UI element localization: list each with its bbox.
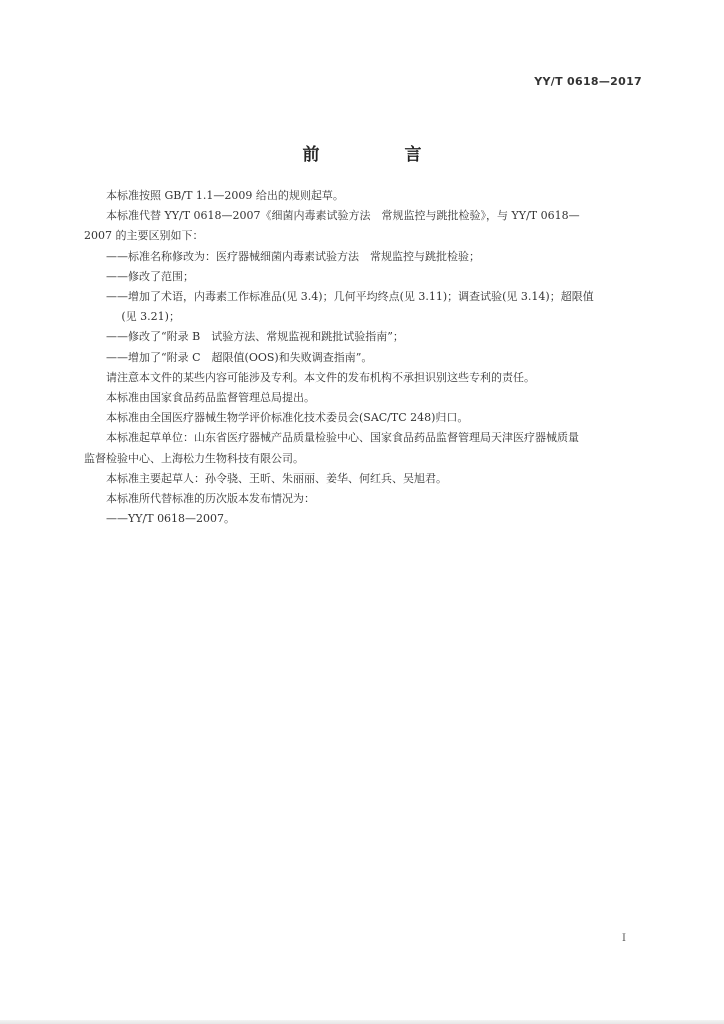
change-item-terms-line1: ——增加了术语，内毒素工作标准品(见 3.4)；几何平均终点(见 3.11)；调查试验(见 3.14)；超限值 <box>106 290 594 304</box>
change-item-title: ——标准名称修改为：医疗器械细菌内毒素试验方法 常规监控与跳批检验； <box>106 249 480 263</box>
history-item-2007: ——YY/T 0618—2007。 <box>106 512 236 526</box>
paragraph-patent-notice: 请注意本文件的某些内容可能涉及专利。本文件的发布机构不承担识别这些专利的责任。 <box>106 370 535 384</box>
paragraph-drafting-rules: 本标准按照 GB/T 1.1—2009 给出的规则起草。 <box>106 189 344 202</box>
paragraph-replacement-line1: 本标准代替 YY/T 0618—2007《细菌内毒素试验方法 常规监控与跳批检验》，与 YY/T 0618— <box>106 209 580 223</box>
change-item-scope: ——修改了范围； <box>106 269 194 283</box>
foreword-body <box>84 186 642 529</box>
page-title: 前 言 <box>302 145 456 165</box>
paragraph-drafting-units-line1: 本标准起草单位：山东省医疗器械产品质量检验中心、国家食品药品监督管理局天津医疗器械质量 <box>106 431 579 445</box>
paragraph-drafters: 本标准主要起草人：孙令骁、王昕、朱丽丽、姜华、何红兵、吴旭君。 <box>106 471 447 485</box>
paragraph-replacement-line2: 2007 的主要区别如下： <box>84 229 204 243</box>
standard-code: YY/T 0618—2017 <box>534 75 642 88</box>
change-item-annex-c: ——增加了“附录 C 超限值(OOS)和失败调查指南”。 <box>106 350 373 364</box>
page-bottom-edge <box>0 1020 724 1024</box>
change-item-terms-line2: (见 3.21)； <box>121 310 180 324</box>
paragraph-history: 本标准所代替标准的历次版本发布情况为： <box>106 492 315 506</box>
change-item-annex-b: ——修改了“附录 B 试验方法、常规监视和跳批试验指南”； <box>106 330 404 344</box>
page-number: I <box>622 933 626 944</box>
paragraph-committee: 本标准由全国医疗器械生物学评价标准化技术委员会(SAC/TC 248)归口。 <box>106 411 469 425</box>
paragraph-drafting-units-line2: 监督检验中心、上海松力生物科技有限公司。 <box>84 451 304 465</box>
paragraph-proposer: 本标准由国家食品药品监督管理总局提出。 <box>106 391 315 405</box>
